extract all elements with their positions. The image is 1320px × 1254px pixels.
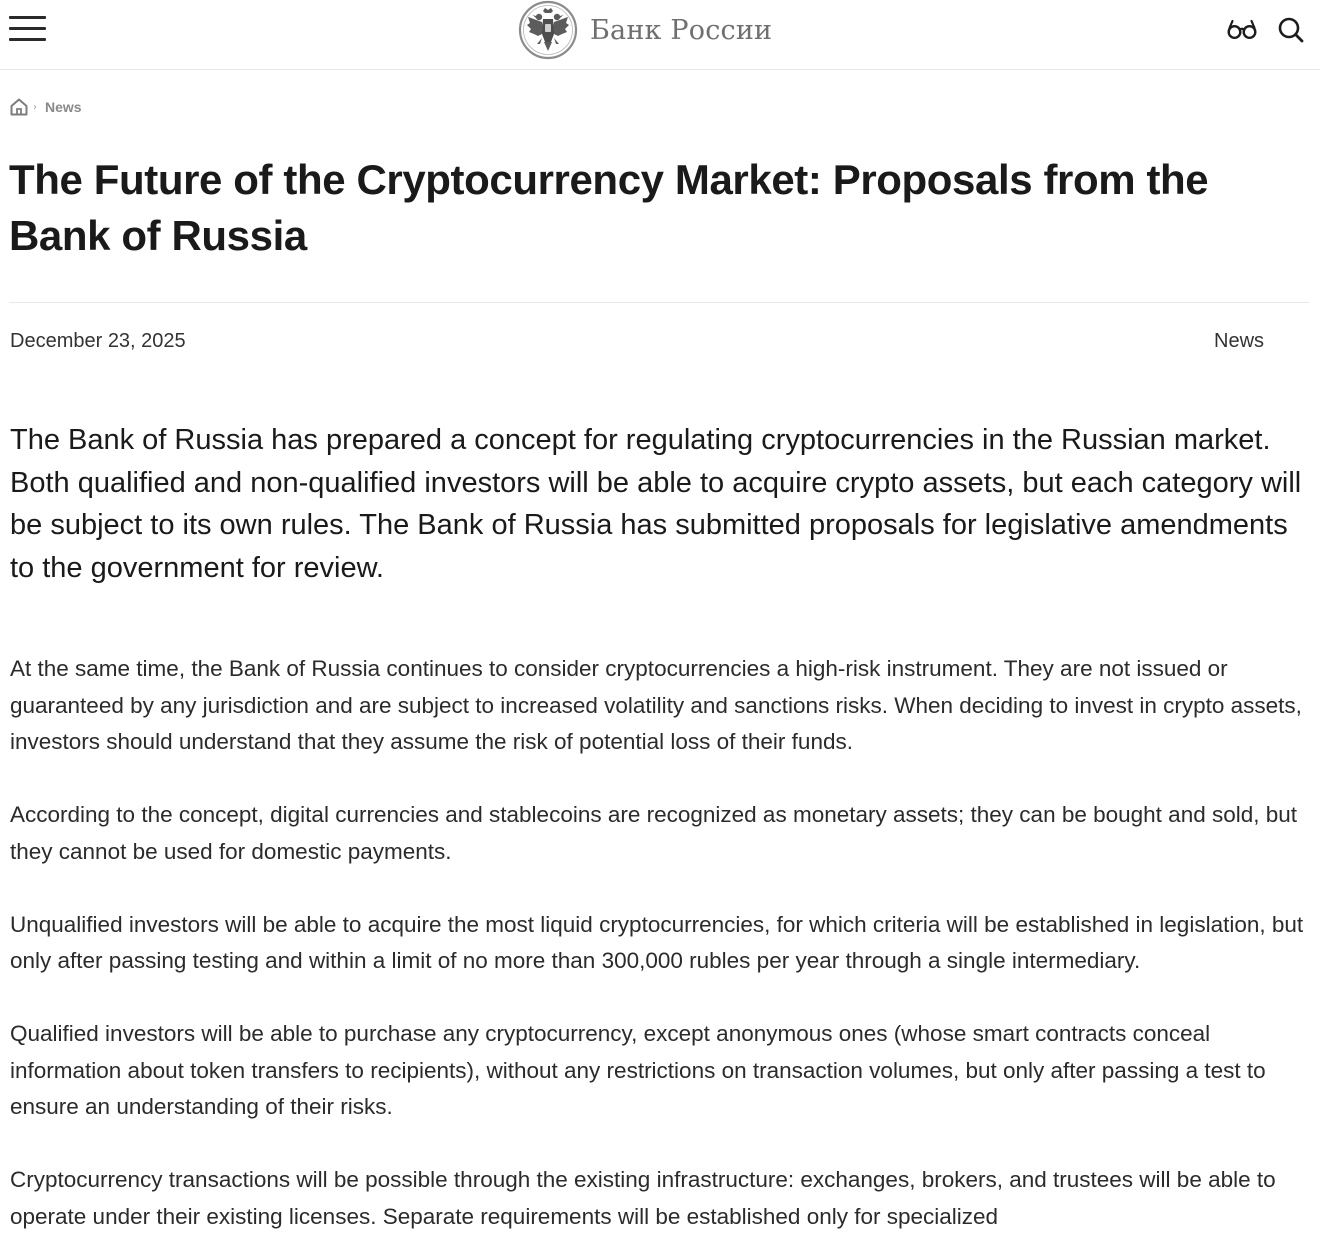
article-lead: The Bank of Russia has prepared a concept for regulating cryptocurrencies in the Russian market. Both qualified and non-qualified investors will be able to acquire crypto assets, but each category will be subject to its own rules. The Bank of Russia has submitted proposals for legislative amendments to the government for review. <box>10 424 1302 584</box>
home-icon[interactable] <box>9 97 29 117</box>
hamburger-menu-icon[interactable] <box>8 14 48 44</box>
paragraph: Unqualified investors will be able to acquire the most liquid cryptocurrencies, for which criteria will be established in legislation, but only after passing testing and within a limit of no more than 300,000 rubles per year through a single intermediary. <box>10 911 1304 973</box>
paragraph: Qualified investors will be able to purchase any cryptocurrency, except anonymous ones (whose smart contracts conceal information about token transfers to recipients), without any restrictions on transaction volumes, but only after passing a test to ensure an understanding of their risks. <box>10 1021 1266 1119</box>
divider <box>9 302 1309 303</box>
search-icon[interactable] <box>1277 16 1305 44</box>
breadcrumb <box>9 96 82 118</box>
site-header <box>0 0 1320 70</box>
chevron-right-icon: › <box>33 101 37 113</box>
breadcrumb-link-news[interactable]: News <box>45 99 82 115</box>
article-title: The Future of the Cryptocurrency Market: Proposals from the Bank of Russia <box>9 156 1209 259</box>
glasses-icon[interactable] <box>1226 18 1258 40</box>
site-logo[interactable] <box>518 0 772 60</box>
paragraph: According to the concept, digital currencies and stablecoins are recognized as monetary assets; they can be bought and sold, but they cannot be used for domestic payments. <box>10 802 1298 864</box>
article-body <box>10 651 1315 1254</box>
article-date: December 23, 2025 <box>10 330 186 352</box>
paragraph: Cryptocurrency transactions will be possible through the existing infrastructure: exchanges, brokers, and trustees will be able to operate under their existing licenses. Separate requirements will be established only for specialized <box>10 1167 1276 1229</box>
double-headed-eagle-emblem <box>518 0 578 60</box>
article-category-link[interactable]: News <box>1214 330 1265 352</box>
paragraph: At the same time, the Bank of Russia continues to consider cryptocurrencies a high-risk instrument. They are not issued or guaranteed by any jurisdiction and are subject to increased volatility and sanctions risks. When deciding to invest in crypto assets, investors should understand that they assume the risk of potential loss of their funds. <box>10 656 1302 754</box>
logo-text: Банк России <box>590 14 773 46</box>
